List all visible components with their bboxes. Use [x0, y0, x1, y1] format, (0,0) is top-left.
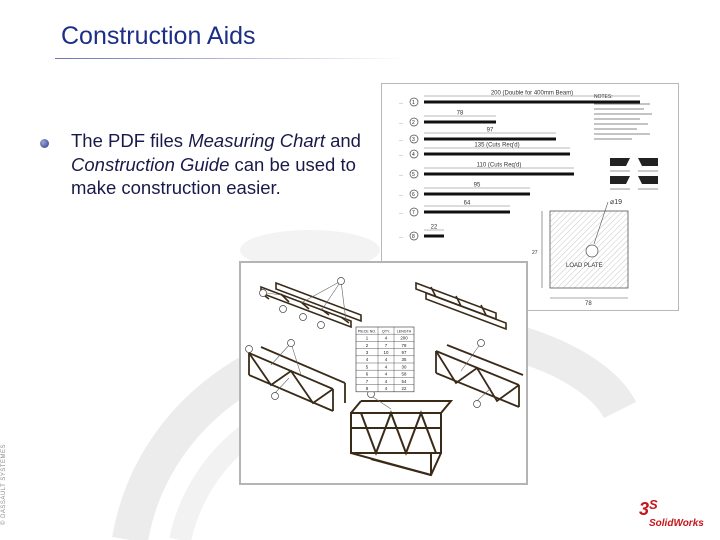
- title-underline: [55, 58, 405, 59]
- truss-mid-right: [436, 345, 523, 407]
- table-header-cell: QTY.: [382, 329, 390, 334]
- truss-mid-left: [249, 347, 345, 411]
- notes-lines: [594, 104, 652, 139]
- row-number: 5: [412, 172, 415, 178]
- row-number: 6: [412, 192, 415, 198]
- row-number: 8: [412, 234, 415, 240]
- bullet-text: [71, 129, 361, 200]
- table-cell: 200: [400, 335, 408, 341]
- svg-text:3: 3: [639, 499, 650, 519]
- measure-value: 95: [473, 182, 481, 189]
- table-cell: 1: [365, 335, 369, 341]
- row-marker: —: [399, 210, 403, 215]
- row-number: 1: [412, 100, 415, 106]
- row-marker: —: [399, 152, 403, 157]
- load-plate-label: LOAD PLATE: [566, 263, 603, 269]
- table-cell: 3: [365, 350, 369, 355]
- measure-value: 200 (Double for 400mm Beam): [490, 90, 574, 97]
- row-marker: —: [399, 120, 403, 125]
- table-cell: 97: [401, 350, 407, 355]
- table-cell: 8: [365, 386, 369, 391]
- row-number: 3: [412, 137, 415, 143]
- dimension-height: 27: [532, 250, 538, 256]
- table-cell: 4: [384, 364, 388, 370]
- table-header-cell: PIECE NO.: [357, 329, 377, 334]
- table-cell: 30: [401, 364, 407, 370]
- table-cell: 10: [383, 350, 389, 355]
- table-cell: 78: [401, 342, 407, 348]
- construction-guide-title: Construction Guide: [71, 153, 230, 175]
- bullet-text-part: The PDF files: [71, 130, 189, 151]
- row-marker: —: [399, 172, 403, 177]
- measure-value: 78: [456, 110, 464, 117]
- table-header-cell: LENGTH: [396, 329, 412, 334]
- bullet-icon: [40, 139, 49, 148]
- table-cell: 4: [384, 357, 388, 363]
- svg-text:S: S: [649, 497, 658, 512]
- table-cell: 7: [384, 342, 388, 348]
- table-cell: 7: [365, 378, 369, 384]
- row-number: 7: [412, 210, 415, 216]
- table-cell: 54: [401, 378, 407, 384]
- load-plate-drawing: [542, 202, 628, 298]
- table-cell: 6: [365, 371, 369, 377]
- table-cell: 5: [365, 364, 369, 370]
- dimension-diameter: ⌀19: [610, 199, 623, 206]
- table-cell: 4: [384, 335, 388, 341]
- measure-value: 135 (Cuts Req'd): [474, 142, 520, 149]
- truss-bottom: [351, 401, 451, 475]
- page-title: Construction Aids: [61, 22, 256, 50]
- row-marker: —: [399, 192, 403, 197]
- table-cell: 4: [365, 357, 369, 363]
- table-cell: 4: [384, 371, 388, 377]
- solidworks-logo: [637, 495, 715, 535]
- bullet-text-part: can be used to make construction easier.: [71, 153, 356, 198]
- notes-heading: NOTES:: [594, 94, 613, 100]
- row-marker: —: [399, 137, 403, 142]
- table-cell: 4: [384, 378, 388, 384]
- table-cell: 35: [401, 357, 407, 363]
- table-cell: 58: [401, 371, 407, 377]
- row-number: 4: [412, 152, 415, 158]
- construction-guide-drawing: [241, 263, 526, 483]
- solidworks-logo-text: SolidWorks: [649, 518, 704, 529]
- parts-table: [356, 327, 414, 392]
- measuring-chart-title: Measuring Chart: [188, 130, 325, 151]
- table-cell: 22: [401, 386, 407, 391]
- table-cell: 4: [384, 386, 388, 391]
- row-marker: —: [399, 234, 403, 239]
- row-marker: —: [399, 100, 403, 105]
- measure-value: 64: [463, 200, 471, 207]
- bullet-text-part: and: [324, 130, 361, 151]
- measure-value: 110 (Cuts Req'd): [476, 162, 522, 169]
- measure-value: 97: [486, 127, 494, 134]
- truss-top-right: [416, 283, 506, 329]
- table-cell: 2: [365, 342, 369, 348]
- row-number: 2: [412, 120, 415, 126]
- copyright-text: © DASSAULT SYSTEMES: [1, 443, 7, 525]
- dimension-width: 78: [585, 301, 592, 307]
- construction-guide-image: [239, 261, 528, 485]
- measure-value: 22: [430, 224, 438, 231]
